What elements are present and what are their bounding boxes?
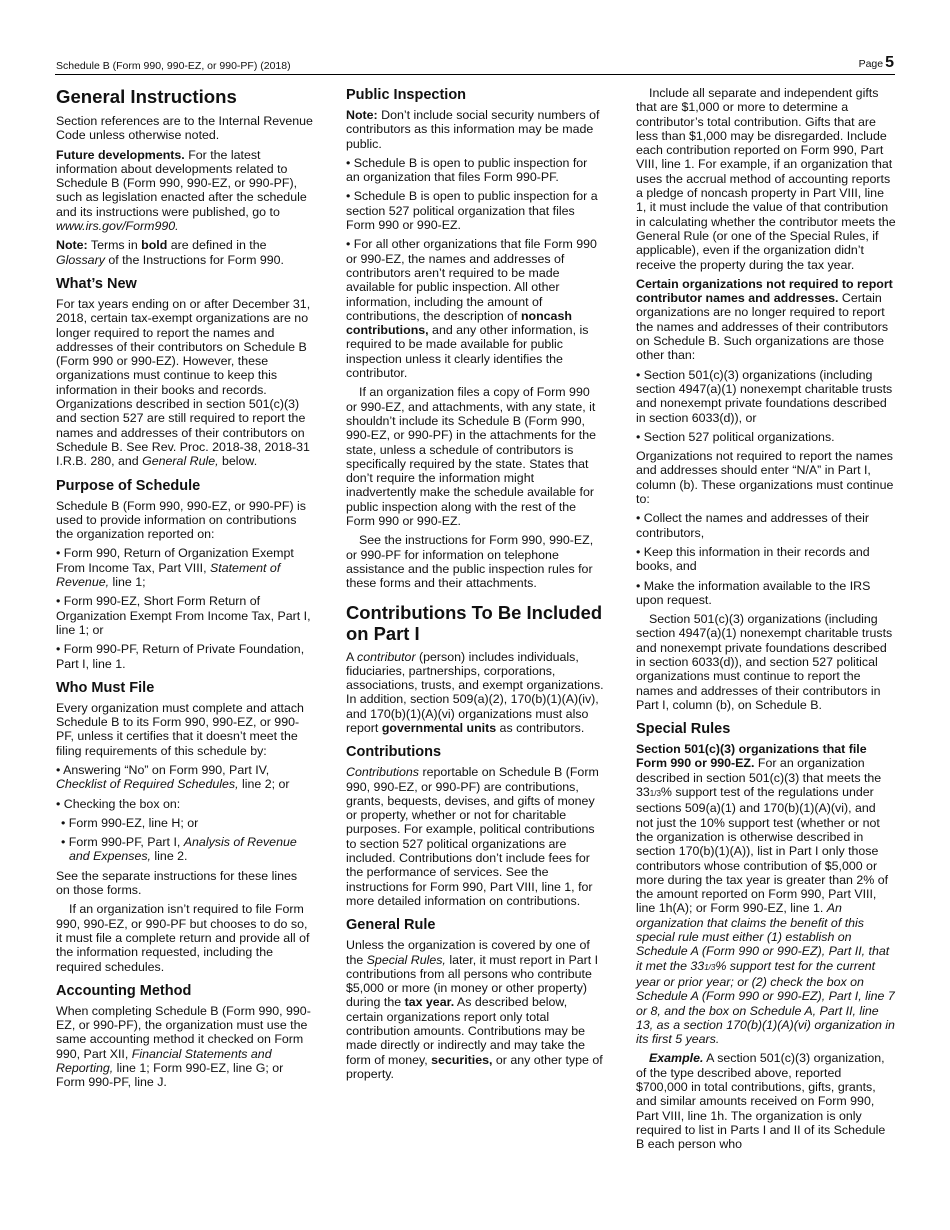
general-rule-heading: General Rule xyxy=(346,917,436,934)
contrib-text-2: (person) includes individuals, fiduciaries, partnerships, corporations, associations, trusts, and exempt organizations. In addition, section 509(a)(2), 170(b)(1)(A)(iv), and 170(b)(1)(A)(vi) organizations must also report xyxy=(346,649,604,735)
accounting-method-paragraph xyxy=(56,1004,314,1090)
special-rule-italic-2: % support test for the current year or prior year; or (2) check the box on Schedule A (Form 990 or 990-EZ), Part I, line 7 or 8, and the box on Schedule A, Part II, line 13, as a section 170(b)(1)(A)(vi) organization in its first 5 years. xyxy=(636,958,895,1047)
who-b1-text: • Answering “No” on Form 990, Part IV, xyxy=(56,762,270,777)
general-bold: tax year. xyxy=(404,995,455,1010)
orgs-bullet-3: • Make the information available to the IRS upon request. xyxy=(636,578,871,607)
note-glossary: Glossary xyxy=(56,252,105,267)
page-number: 5 xyxy=(885,54,894,71)
certain-orgs-bold: Certain organizations not required to report contributor names and addresses. xyxy=(636,276,893,306)
purpose-bullet-3: • Form 990-PF, Return of Private Foundation, Part I, line 1. xyxy=(56,642,305,671)
who-bullet-1 xyxy=(56,763,314,792)
public-note-paragraph xyxy=(346,108,604,151)
contrib-bold: governmental units xyxy=(381,720,497,735)
column-2 xyxy=(346,86,604,1086)
who-must-file-heading: Who Must File xyxy=(56,679,155,696)
fraction-one-third: 1/3 xyxy=(649,789,661,799)
public-b3-text: • For all other organizations that file Form 990 or 990-EZ, the names and addresses of contributors aren’t required to be made available for public inspection. All other information, including the amount of contributions, the description of xyxy=(346,237,597,323)
orgs-not-required-paragraph: Organizations not required to report the names and addresses should enter “N/A” in Part I, column (b). These organizations must continue to: xyxy=(636,449,894,507)
who-bullet-2: • Checking the box on: xyxy=(56,796,181,811)
contributions-italic: Contributions xyxy=(346,765,420,780)
header-page xyxy=(859,54,894,72)
orgs-bullet-2: • Keep this information in their records and books, and xyxy=(636,544,870,574)
fraction-one-third-2: 1/3 xyxy=(704,962,716,972)
purpose-b1-italic: Statement of Revenue, xyxy=(56,560,281,590)
certain-orgs-paragraph xyxy=(636,277,896,363)
certain-bullet-2: • Section 527 political organizations. xyxy=(636,429,835,444)
special-rule-paragraph xyxy=(636,742,896,1046)
public-inspection-heading: Public Inspection xyxy=(346,87,467,103)
future-text: For the latest information about developments related to Schedule B (Form 990, 990-EZ, or 990-PF), such as legislation enacted after the schedule and its instructions were published, go to xyxy=(56,147,307,219)
who-b1-italic: Checklist of Required Schedules, xyxy=(56,777,239,792)
who-sub-bullet-1: • Form 990-EZ, line H; or xyxy=(61,815,199,830)
public-bullet-2: • Schedule B is open to public inspection for a section 527 political organization that files Form 990 or 990-EZ. xyxy=(346,189,598,233)
contributions-part-i-heading: Contributions To Be Included on Part I xyxy=(346,601,603,644)
whats-new-paragraph xyxy=(56,297,314,469)
general-italic: Special Rules, xyxy=(366,952,446,967)
acct-text: When completing Schedule B (Form 990, 990-EZ, or 990-PF), the organization must use the same accounting method it checked on Form 990, Part XII, xyxy=(56,1003,311,1061)
page-label: Page xyxy=(858,58,884,70)
public-copy-paragraph: If an organization files a copy of Form 990 or 990-EZ, and attachments, with any state, it shouldn’t include its Schedule B (Form 990, 990-EZ, or 990-PF) in the attachments for the state, unless a schedule of contributors is specifically required by the state. States that don’t require the information might inadvertently make the schedule available for public inspection along with the rest of the Form 990 or 990-EZ. xyxy=(346,385,596,529)
contrib-text-1: A xyxy=(346,649,358,664)
note-text-3: of the Instructions for Form 990. xyxy=(104,252,284,267)
orgs-bullet-1: • Collect the names and addresses of their contributors, xyxy=(636,511,870,540)
special-rule-text-2: % support test of the regulations under sections 509(a)(1) and 170(b)(1)(A)(vi), and not just the 10% support test (whether or not the organization is otherwise described in section 170(b)(1)(A)), list in Part I only those contributors whose contribution of $5,000 or more during the tax year is greater than 2% of the amount reported on Form 990, Part VIII, line 1h(A); or Form 990-EZ, line 1. xyxy=(636,785,889,916)
general-text-3: As described below, certain organizations report only total contribution amounts. Contributions may be made directly or indirectly and may take the form of money, xyxy=(346,995,585,1067)
purpose-b1-end: line 1; xyxy=(109,575,146,590)
purpose-bullet-1 xyxy=(56,546,314,589)
acct-italic: Financial Statements and Reporting, xyxy=(56,1046,272,1076)
section-501c3-paragraph: Section 501(c)(3) organizations (including section 4947(a)(1) nonexempt charitable trusts and nonexempt private foundations described in section 6033(d)), and section 527 political organizations must continue to report the names and addresses of their contributors in Part I, column (b), on Schedule B. xyxy=(636,612,893,712)
who-must-file-paragraph: Every organization must complete and attach Schedule B to its Form 990, 990-EZ, or 990-PF, unless it certifies that it doesn’t meet the filing requirements of this schedule by: xyxy=(56,700,304,758)
special-rule-bold: Section 501(c)(3) organizations that file Form 990 or 990-EZ. xyxy=(636,742,867,771)
whats-new-text: For tax years ending on or after December 31, 2018, certain tax-exempt organizations are no longer required to report the names and addresses of their contributors on Schedule B (Form 990 or 990-EZ). However, these organizations must continue to keep this information in their books and records. Organizations described in section 501(c)(3) and section 527 are still required to report the names and addresses of their contributors on Schedule B. See Rev. Proc. 2018-38, 2018-31 I.R.B. 280, and xyxy=(56,296,311,469)
special-rules-heading: Special Rules xyxy=(636,721,731,738)
future-developments-paragraph xyxy=(56,148,314,234)
note-bold-word: bold xyxy=(141,238,168,253)
whats-new-heading: What’s New xyxy=(56,275,137,292)
header-form-title: Schedule B (Form 990, 990-EZ, or 990-PF) (2018) xyxy=(56,60,291,72)
note-text-1: Terms in xyxy=(87,238,142,253)
irs-form990-link[interactable]: www.irs.gov/Form990. xyxy=(56,219,179,234)
include-gifts-paragraph: Include all separate and independent gifts that are $1,000 or more to determine a contributor’s total contribution. Gifts that are less than $1,000 may be disregarded. Include each contribution reported on Form 990, Part VIII, line 1. For example, if an organization that uses the accrual method of accounting reports a pledge of noncash property in Part VIII, line 1, it must include the value of that contribution in calculating whether the contributor meets the General Rule (or one of the Special Rules, if applicable), even if the organization didn’t receive the property during the tax year. xyxy=(636,86,896,272)
public-bullet-1: • Schedule B is open to public inspection for an organization that files Form 990-PF. xyxy=(346,155,588,185)
purpose-bullet-2: • Form 990-EZ, Short Form Return of Organization Exempt From Income Tax, Part I, line 1; or xyxy=(56,594,311,637)
purpose-heading: Purpose of Schedule xyxy=(56,477,201,494)
public-note-text: Don’t include social security numbers of contributors as this information may be made public. xyxy=(346,108,600,151)
certain-bullet-1: • Section 501(c)(3) organizations (including section 4947(a)(1) nonexempt charitable trusts and nonexempt private foundations described in section 6033(d)), or xyxy=(636,367,893,425)
contrib-text-3: as contributors. xyxy=(496,720,585,735)
general-text-4: or any other type of property. xyxy=(346,1052,603,1081)
example-paragraph xyxy=(636,1051,896,1151)
who-b1-end: line 2; or xyxy=(238,777,290,792)
note-paragraph xyxy=(56,238,314,267)
public-bullet-3 xyxy=(346,237,604,380)
contributor-paragraph xyxy=(346,650,604,736)
general-text-2: later, it must report in Part I contributions from all persons who contribute $5,000 or more (in money or other property) during the xyxy=(346,952,599,1010)
whats-new-text-end: below. xyxy=(218,454,258,469)
page-header xyxy=(55,56,895,75)
public-note-label: Note: xyxy=(346,108,378,122)
example-label: Example. xyxy=(649,1051,704,1066)
whats-new-general-rule: General Rule, xyxy=(142,454,219,469)
special-rule-text-1: For an organization described in section 501(c)(3) that meets the 33 xyxy=(636,756,882,800)
acct-end: line 1; Form 990-EZ, line G; or Form 990-PF, line J. xyxy=(56,1061,284,1090)
public-b3-bold: noncash contributions, xyxy=(346,308,572,338)
who-see-paragraph: See the separate instructions for these lines on those forms. xyxy=(56,868,298,898)
contributions-paragraph xyxy=(346,765,604,908)
public-see-paragraph: See the instructions for Form 990, 990-EZ, or 990-PF for information on telephone assistance and the public inspection rules for these forms and their attachments. xyxy=(346,533,594,591)
contributions-heading: Contributions xyxy=(346,744,442,761)
general-bold-2: securities, xyxy=(431,1052,493,1067)
intro-paragraph: Section references are to the Internal Revenue Code unless otherwise noted. xyxy=(56,114,313,143)
general-instructions-heading: General Instructions xyxy=(56,86,237,107)
future-developments-label: Future developments. xyxy=(56,147,185,162)
accounting-method-heading: Accounting Method xyxy=(56,982,192,999)
public-b3-end: and any other information, is required to be made available for public inspection unless it clearly identifies the contributor. xyxy=(346,323,589,381)
who-s2-text: • Form 990-PF, Part I, xyxy=(61,835,184,850)
who-sub-bullet-2 xyxy=(56,835,314,864)
special-rule-italic-1: An organization that claims the benefit of this special rule must either (1) establish on Schedule A (Form 990 or 990-EZ), Part II, that it met the 33 xyxy=(636,901,890,973)
purpose-b1-text: • Form 990, Return of Organization Exempt From Income Tax, Part VIII, xyxy=(56,546,294,575)
note-text-2: are defined in the xyxy=(167,238,267,253)
who-if-paragraph: If an organization isn’t required to file Form 990, 990-EZ, or 990-PF but chooses to do so, it must file a complete return and provide all of the information requested, including the required schedules. xyxy=(56,902,310,974)
certain-orgs-text: Certain organizations are no longer required to report the names and addresses of their contributors on Schedule B. Such organizations are those other than: xyxy=(636,291,889,363)
column-3 xyxy=(636,86,896,1156)
who-s2-end: line 2. xyxy=(150,849,188,864)
general-text-1: Unless the organization is covered by one of the xyxy=(346,938,590,967)
example-text: A section 501(c)(3) organization, of the type described above, reported $700,000 in total contributions, gifts, grants, and similar amounts received on Form 990, Part VIII, line 1h. The organization is only required to list in Parts I and II of its Schedule B each person who xyxy=(636,1051,886,1152)
purpose-paragraph: Schedule B (Form 990, 990-EZ, or 990-PF) is used to provide information on contributions the organization reported on: xyxy=(56,498,306,542)
contributions-text: reportable on Schedule B (Form 990, 990-EZ, or 990-PF) are contributions, grants, bequests, devises, and gifts of money or property, whether or not for charitable purposes. For example, political contributions to section 527 political organizations are included. Contributions don’t include fees for the performance of services. See the instructions for Form 990, Part VIII, line 1, for more detailed information on contributions. xyxy=(346,765,599,908)
who-s2-italic: Analysis of Revenue and Expenses, xyxy=(69,835,297,864)
column-1 xyxy=(56,86,314,1095)
note-label: Note: xyxy=(56,238,88,253)
contrib-italic: contributor xyxy=(357,649,416,664)
general-rule-paragraph xyxy=(346,938,604,1081)
